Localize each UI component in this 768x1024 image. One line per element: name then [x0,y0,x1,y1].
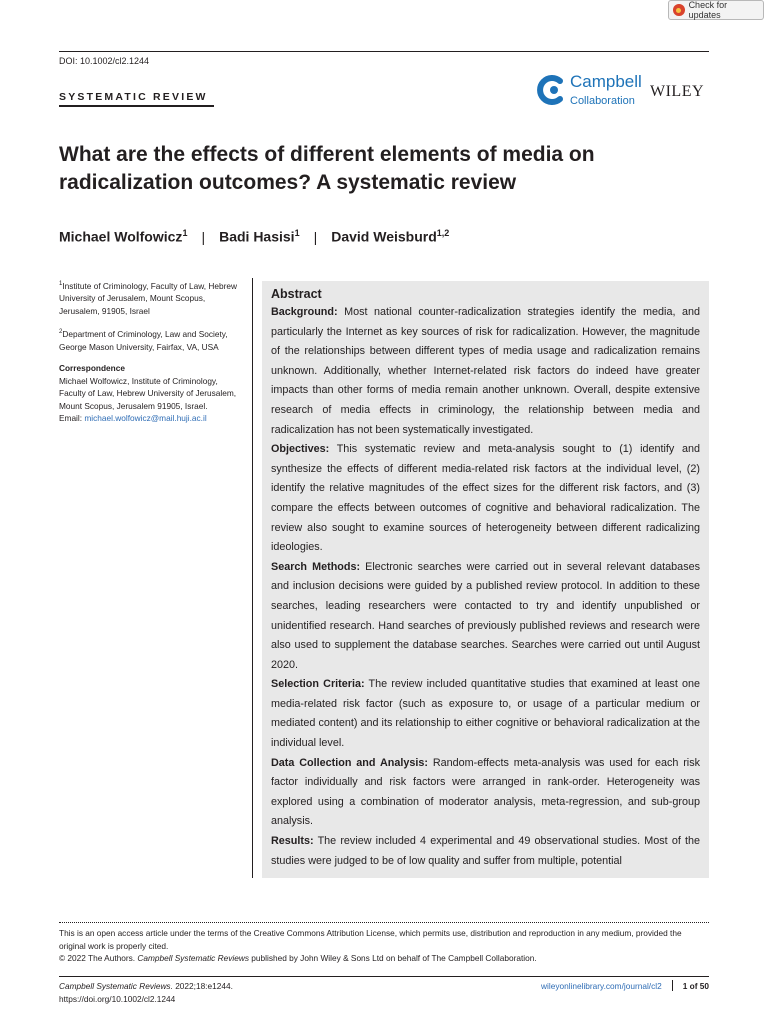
affiliation: $^1$Institute of Criminology, Faculty of Law, Hebrew University of Jerusalem, Mount Scopus, Jerusalem, 91905, Israel [59,280,237,316]
author-list [59,228,449,245]
abstract-selection-criteria: Selection Criteria: The review included quantitative studies that examined at least one media-related risk factor (such as exposure to, or usage of a particular medium or mediated content) and its relationship to either cognitive or behavioral radicalization at the individual level. [271,678,700,750]
affiliations-column [59,278,244,425]
license-notice: This is an open access article under the terms of the Creative Commons Attribution License, which permits use, distribution and reproduction in any medium, provided the original work is properly cited. © 2022 The Authors. Campbell Systematic Reviews published by John Wiley & Sons Ltd on behalf of The Campbell Collaboration. [59,928,682,963]
top-rule [59,51,709,52]
footer-rule [59,976,709,977]
author: Michael Wolfowicz$^1$ [59,228,188,245]
section-rule [59,105,214,107]
footer-separator [672,980,673,991]
footer-right [541,980,709,991]
correspondence-heading: Correspondence [59,363,125,374]
check-for-updates-button[interactable] [668,0,764,20]
correspondence-text: Michael Wolfowicz, Institute of Criminology, Faculty of Law, Hebrew University of Jerusalem, Mount Scopus, Jerusalem 91905, Israel. [59,375,237,411]
campbell-logo-icon [536,74,566,106]
footer-citation: Campbell Systematic Reviews. 2022;18:e1244. https://doi.org/10.1002/cl2.1244 [59,981,233,1004]
logo-collaboration: Collaboration [570,95,635,107]
abstract-search-methods: Search Methods: Electronic searches were carried out in several relevant databases and inclusion decisions were guided by a published review protocol. In addition to these searches, leading researchers were contacted to try and identify unpublished or unidentified research. Hand searches of previously published reviews and research were also used to supplement the database searches. Searches were carried out until August 2020. [271,560,700,671]
author-separator: | [201,228,206,245]
author: Badi Hasisi$^1$ [219,228,300,245]
email-link[interactable]: michael.wolfowicz@mail.huji.ac.il [84,413,207,424]
logo-wiley: WILEY [650,83,705,100]
affiliation: $^2$Department of Criminology, Law and Society, George Mason University, Fairfax, VA, USA [59,329,228,352]
logo-campbell: Campbell [570,72,642,91]
journal-site-link[interactable]: wileyonlinelibrary.com/journal/cl2 [541,980,662,991]
abstract-objectives: Objectives: This systematic review and meta-analysis sought to (1) identify and synthesize the effects of different media-related risk factors at the individual level, (2) identify the relative magnitudes of the effect sizes for the different risk factors, and (3) compare the effects between outcomes of cognitive and behavioral radicalization. The review also sought to examine sources of heterogeneity between different radicalizing ideologies. [271,443,700,554]
author-separator: | [313,228,318,245]
abstract-results: Results: The review included 4 experimental and 49 observational studies. Most of the studies were judged to be of low quality and suffer from multiple, potential [271,835,700,867]
section-label: SYSTEMATIC REVIEW [59,91,208,103]
abstract-background: Background: Most national counter-radicalization strategies identify the media, and particularly the Internet as key sources of risk for radicalization. However, the magnitude of the relationships between different types of media usage and radicalization remains unknown. Additionally, whether Internet-related risk factors do indeed have greater impacts than other forms of media remain another unknown. Overall, despite extensive research of media effects in criminology, the relationship between media and radicalization has not been systematically investigated. [271,306,700,436]
abstract-data-collection: Data Collection and Analysis: Random-effects meta-analysis was used for each risk factor individually and risk factors were arranged in rank-order. Heterogeneity was explored using a combination of moderator analysis, meta-regression, and sub-group analysis. [271,756,700,828]
license-divider [59,922,709,923]
doi-top: DOI: 10.1002/cl2.1244 [59,56,150,66]
check-for-updates-label: Check for updates [688,0,728,20]
page-title: What are the effects of different elements of media on radicalization outcomes? A systematic review [59,143,595,194]
column-divider [252,278,253,878]
correspondence-email: Email: michael.wolfowicz@mail.huji.ac.il [59,413,207,424]
author: David Weisburd$^{1,2}$ [331,228,450,245]
page-number: 1 of 50 [682,980,709,991]
crossmark-icon [673,4,685,16]
abstract-box [262,281,709,878]
abstract-title: Abstract [271,287,322,301]
footer-doi-link[interactable]: https://doi.org/10.1002/cl2.1244 [59,993,176,1004]
